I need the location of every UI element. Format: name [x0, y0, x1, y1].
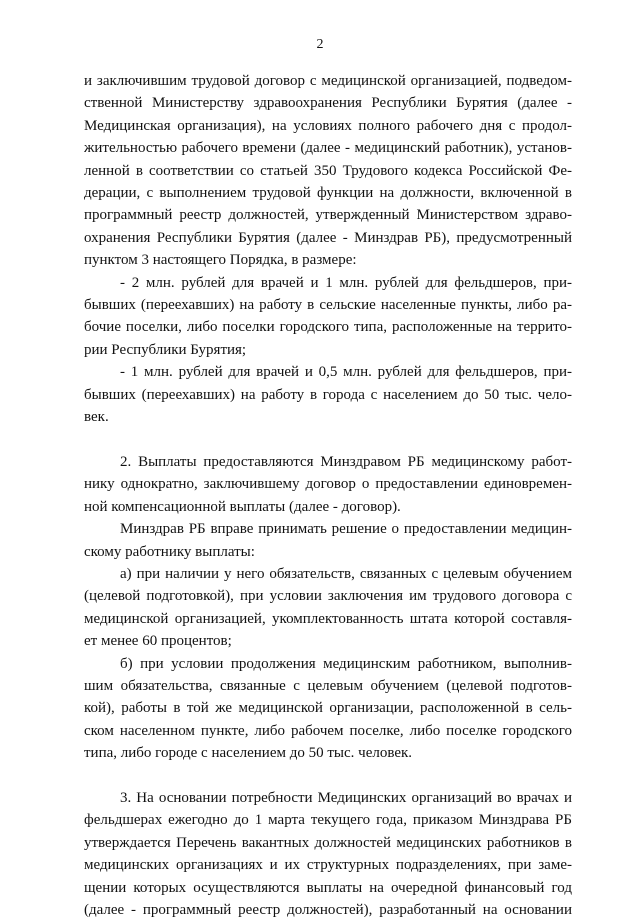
paragraph — [84, 787, 572, 921]
paragraph-gap — [84, 429, 572, 451]
text-line: бывших (переехавших) на работу в города с населением до 50 тыс. чело- — [84, 386, 572, 403]
text-line: Минздрав РБ вправе принимать решение о предоставлении медицин- — [120, 521, 572, 538]
text-line: (целевой подготовкой), при условии заключения им трудового договора с — [84, 588, 572, 605]
text-line: фельдшерах ежегодно до 1 марта текущего года, приказом Минздрава РБ — [84, 812, 572, 829]
page-number: 2 — [316, 37, 324, 52]
text-line: скому работнику выплаты: — [84, 543, 255, 560]
text-line: - 2 млн. рублей для врачей и 1 млн. рублей для фельдшеров, при- — [120, 274, 572, 291]
paragraph — [84, 361, 572, 428]
text-line: ет менее 60 процентов; — [84, 633, 232, 650]
text-line: утверждается Перечень вакантных должностей медицинских работников в — [84, 834, 572, 851]
text-line: нику однократно, заключившему договор о предоставлении единовремен- — [84, 476, 572, 493]
paragraph — [84, 272, 572, 362]
text-line: 2. Выплаты предоставляются Минздравом РБ медицинскому работ- — [120, 453, 572, 470]
text-line: дерации, с выполнением трудовой функции на должности, включенной в — [84, 185, 572, 202]
text-line: и заключившим трудовой договор с медицинской организацией, подведом- — [84, 73, 572, 89]
text-line: б) при условии продолжения медицинским работником, выполнив- — [120, 655, 572, 672]
text-line: ленной в соответствии со статьей 350 Трудового кодекса Российской Фе- — [84, 162, 572, 179]
text-line: - 1 млн. рублей для врачей и 0,5 млн. рублей для фельдшеров, при- — [120, 364, 572, 381]
text-line: бывших (переехавших) на работу в сельские населенные пункты, либо ра- — [84, 297, 572, 314]
text-line: щении которых осуществляются выплаты на очередной финансовый год — [84, 879, 572, 896]
text-line: шим обязательства, связанные с целевым обучением (целевой подготов- — [84, 677, 572, 694]
text-line: рии Республики Бурятия; — [84, 341, 247, 358]
text-line: ском населенном пункте, либо рабочем поселке, либо поселке городского — [84, 722, 572, 739]
text-line: программный реестр должностей, утвержденный Министерством здраво- — [84, 207, 572, 224]
text-line: типа, либо городе с населением до 50 тыс. человек. — [84, 745, 413, 762]
text-line: медицинских организациях и их структурных подразделениях, при заме- — [84, 857, 572, 874]
text-line: ственной Министерству здравоохранения Республики Бурятия (далее - — [84, 95, 572, 112]
text-line: 3. На основании потребности Медицинских организаций во врачах и — [120, 789, 572, 806]
text-line: кой), работы в той же медицинской организации, расположенной в сель- — [84, 700, 572, 717]
paragraph — [84, 563, 572, 653]
text-line: (далее - программный реестр должностей), разработанный на основании — [84, 902, 572, 918]
text-line: пунктом 3 настоящего Порядка, в размере: — [84, 252, 357, 269]
document-body — [84, 70, 572, 921]
paragraph — [84, 451, 572, 518]
text-line: медицинской организацией, укомплектованность штата которой составля- — [84, 610, 572, 627]
text-line: охранения Республики Бурятия (далее - Минздрав РБ), предусмотренный — [84, 229, 572, 246]
paragraph-gap — [84, 765, 572, 787]
text-line: век. — [84, 409, 109, 426]
paragraph — [84, 70, 572, 272]
text-line: а) при наличии у него обязательств, связанных с целевым обучением — [120, 565, 572, 582]
text-line: бочие поселки, либо поселки городского типа, расположенные на террито- — [84, 319, 572, 336]
paragraph — [84, 518, 572, 563]
text-line: ной компенсационной выплаты (далее - договор). — [84, 498, 401, 515]
text-line: Медицинская организация), на условиях полного рабочего дня с продол- — [84, 117, 572, 134]
text-line: жительностью рабочего времени (далее - медицинский работник), установ- — [84, 140, 572, 157]
paragraph — [84, 653, 572, 765]
